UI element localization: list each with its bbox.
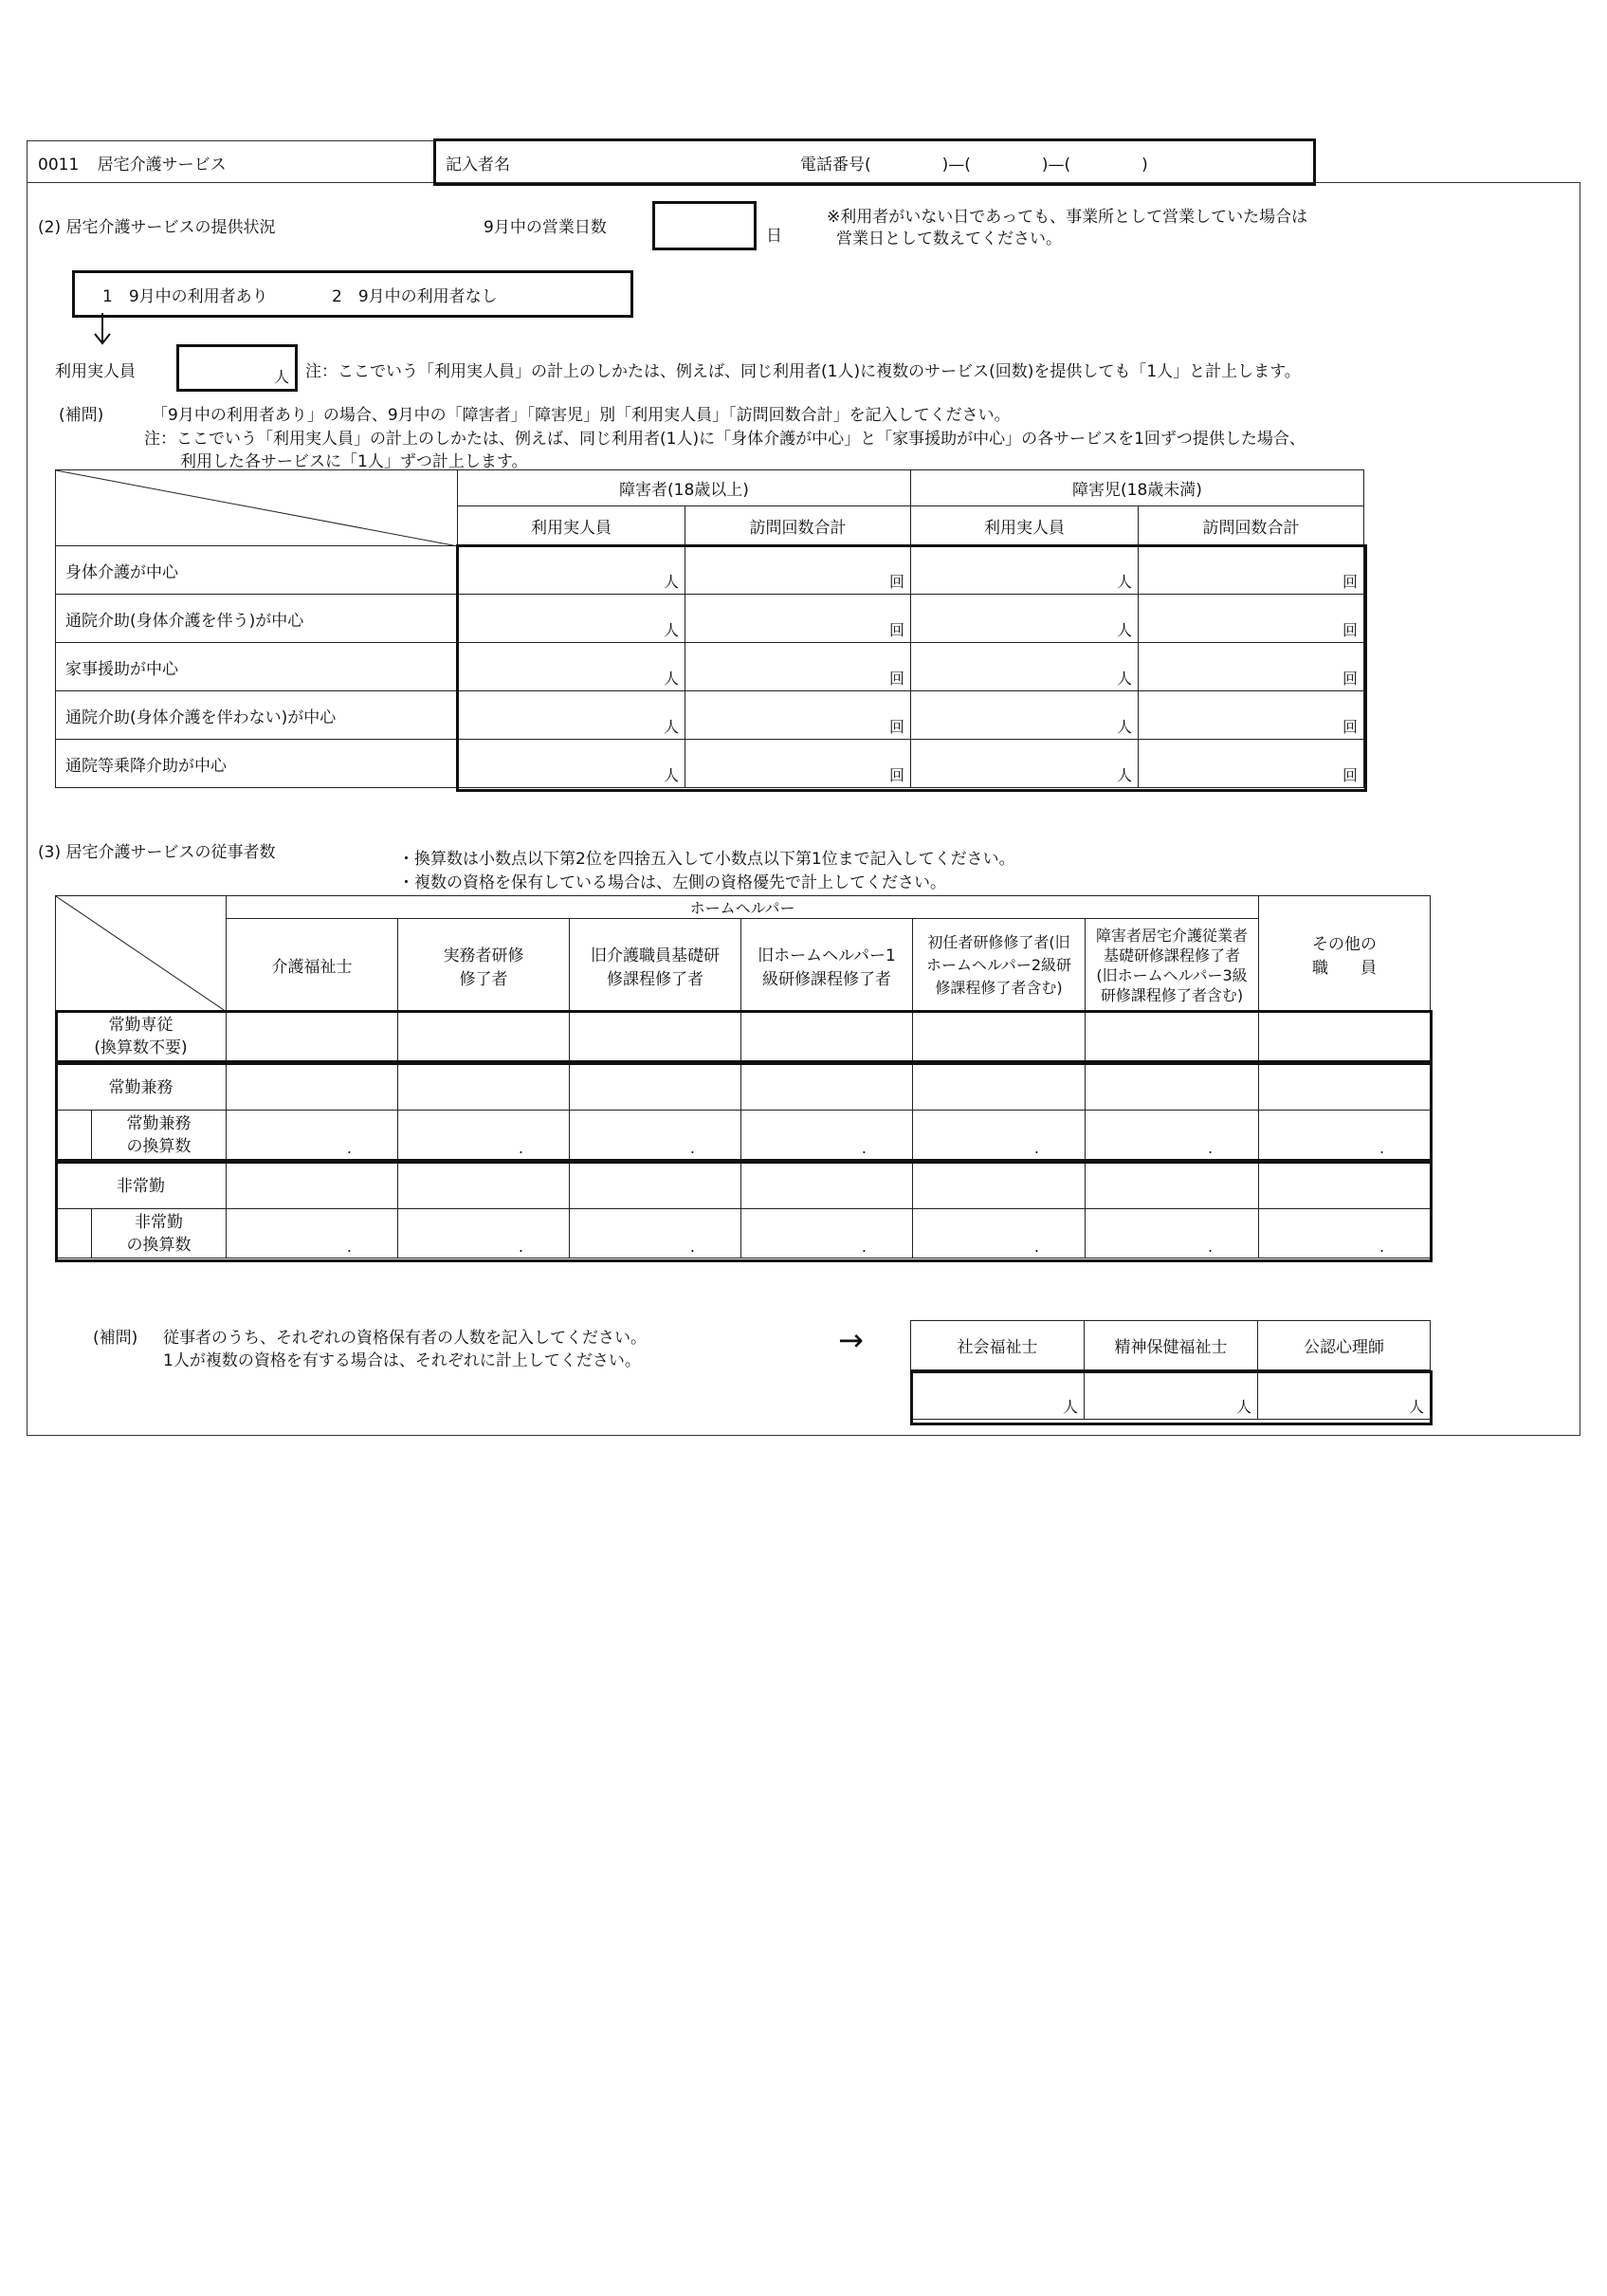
unit-times: 回 xyxy=(888,621,904,639)
col-users-header: 利用実人員 xyxy=(911,506,1139,546)
note-line1: ※利用者がいない日であっても、事業所として営業していた場合は xyxy=(827,208,1308,227)
unit-person: 人 xyxy=(663,766,679,784)
service-name: 居宅介護サービス xyxy=(97,156,227,174)
col-initial-line2: ホームヘルパー2級研 xyxy=(925,955,1072,974)
row-label-line1: 常勤兼務 xyxy=(126,1113,192,1133)
users-label: 利用実人員 xyxy=(55,362,136,381)
staff-frame-dedicated xyxy=(55,1010,1433,1065)
row-label-line1: 非常勤 xyxy=(135,1212,183,1232)
col-disability-line2: 基礎研修課程修了者 xyxy=(1104,946,1241,964)
users-unit: 人 xyxy=(273,368,289,386)
col-care-worker-line1: 介護福祉士 xyxy=(271,958,353,977)
home-helper-header: ホームヘルパー xyxy=(227,896,1259,919)
business-days-input[interactable] xyxy=(652,201,757,250)
unit-times: 回 xyxy=(888,670,904,688)
unit-person: 人 xyxy=(1116,573,1132,591)
col-disability-home-care xyxy=(1086,919,1259,1012)
row-label: 通院介助(身体介護を伴う)が中心 xyxy=(56,595,458,643)
section2-title: (2) 居宅介護サービスの提供状況 xyxy=(38,218,276,237)
unit-person: 人 xyxy=(663,718,679,736)
col-disability-line1: 障害者居宅介護従業者 xyxy=(1096,926,1249,945)
supp-text: 「9月中の利用者あり」の場合、9月中の「障害者」「障害児」別「利用実人員」「訪問回数合計」を記入してください。 xyxy=(152,406,1011,425)
unit-times: 回 xyxy=(888,718,904,736)
decimal-mark: . xyxy=(1033,1139,1039,1157)
col-practical-line2: 修了者 xyxy=(459,969,508,989)
unit-person: 人 xyxy=(663,670,679,688)
col-initial-training xyxy=(913,919,1086,1012)
row-fulltime-concurrent: 常勤兼務 xyxy=(56,1061,227,1111)
phone-field[interactable] xyxy=(800,151,1148,174)
supp3-label: (補問) xyxy=(93,1329,138,1348)
option-users-no[interactable]: 2 9月中の利用者なし xyxy=(332,287,498,306)
bullet-priority: ・複数の資格を保有している場合は、左側の資格優先で計上してください。 xyxy=(398,873,946,892)
unit-times: 回 xyxy=(1342,621,1358,639)
unit-person: 人 xyxy=(663,573,679,591)
row-label-line1: 常勤専従 xyxy=(108,1015,173,1035)
service-label xyxy=(38,151,227,174)
unit-times: 回 xyxy=(1342,573,1358,591)
unit-times: 回 xyxy=(888,766,904,784)
col-mental-health-worker: 精神保健福祉士 xyxy=(1085,1321,1258,1370)
arrow-right-icon: → xyxy=(838,1322,864,1358)
unit-person: 人 xyxy=(1116,766,1132,784)
col-social-worker: 社会福祉士 xyxy=(911,1321,1085,1370)
col-former-basic-line1: 旧介護職員基礎研 xyxy=(591,946,720,965)
table1-input-frame xyxy=(456,544,1367,792)
users-note: 注：ここでいう「利用実人員」の計上のしかたは、例えば、同じ利用者(1人)に複数のサービス(回数)を提供しても「1人」と計上します。 xyxy=(305,362,1301,381)
col-helper1-line2: 級研修課程修了者 xyxy=(762,969,891,989)
writer-label: 記入者名 xyxy=(446,156,510,174)
col-users-header: 利用実人員 xyxy=(458,506,685,546)
decimal-mark: . xyxy=(1207,1238,1214,1256)
decimal-mark: . xyxy=(689,1238,695,1256)
decimal-mark: . xyxy=(346,1238,352,1256)
supp3-line1: 従事者のうち、それぞれの資格保有者の人数を記入してください。 xyxy=(163,1329,647,1348)
unit-times: 回 xyxy=(1342,766,1358,784)
section3-title: (3) 居宅介護サービスの従事者数 xyxy=(38,843,276,862)
row-label: 家事援助が中心 xyxy=(56,643,458,691)
unit-person: 人 xyxy=(1116,621,1132,639)
decimal-mark: . xyxy=(1379,1238,1385,1256)
col-initial-line3: 修課程修了者含む) xyxy=(935,978,1063,997)
col-former-basic xyxy=(570,919,741,1012)
col-other-line1: その他の xyxy=(1312,934,1378,954)
col-other-staff xyxy=(1259,896,1431,1012)
table1-corner-cell xyxy=(56,470,458,546)
qualification-input-frame xyxy=(910,1370,1433,1425)
decimal-mark: . xyxy=(861,1238,867,1256)
supp-label: (補問) xyxy=(59,406,104,425)
col-helper1-line1: 旧ホームヘルパー1 xyxy=(758,946,896,965)
row-label-line2: (換算数不要) xyxy=(94,1038,188,1057)
col-other-line2: 職 員 xyxy=(1312,958,1378,978)
unit-times: 回 xyxy=(1342,718,1358,736)
unit-person: 人 xyxy=(663,621,679,639)
business-days-label: 9月中の営業日数 xyxy=(484,218,607,237)
phone-sep1: )—( xyxy=(941,156,971,174)
decimal-mark: . xyxy=(1033,1238,1039,1256)
decimal-mark: . xyxy=(1379,1139,1385,1157)
col-disability-line3: (旧ホームヘルパー3級 xyxy=(1096,965,1248,984)
decimal-mark: . xyxy=(1207,1139,1214,1157)
unit-person: 人 xyxy=(1235,1398,1251,1416)
supp3-line2: 1人が複数の資格を有する場合は、それぞれに計上してください。 xyxy=(163,1351,641,1370)
decimal-mark: . xyxy=(518,1238,523,1256)
service-code: 0011 xyxy=(38,156,80,174)
users-input[interactable] xyxy=(176,344,298,392)
unit-times: 回 xyxy=(1342,670,1358,688)
row-label-line2: の換算数 xyxy=(126,1136,192,1156)
unit-person: 人 xyxy=(1116,718,1132,736)
row-label: 通院介助(身体介護を伴わない)が中心 xyxy=(56,691,458,740)
col-care-worker xyxy=(227,919,398,1012)
supp-note1: 注：ここでいう「利用実人員」の計上のしかたは、例えば、同じ利用者(1人)に「身体介護が中心」と「家事援助が中心」の各サービスを1回ずつ提供した場合、 xyxy=(144,430,1306,449)
col-psychologist: 公認心理師 xyxy=(1258,1321,1431,1370)
group-children-header: 障害児(18歳未満) xyxy=(911,470,1364,506)
note-line2: 営業日として数えてください。 xyxy=(836,230,1062,248)
arrow-down-icon xyxy=(91,313,114,347)
row-label: 通院等乗降介助が中心 xyxy=(56,740,458,788)
col-initial-line1: 初任者研修修了者(旧 xyxy=(927,932,1070,951)
row-label-line2: の換算数 xyxy=(126,1235,192,1255)
diagonal-line xyxy=(56,470,458,546)
col-visits-header: 訪問回数合計 xyxy=(1139,506,1364,546)
staff-frame-parttime xyxy=(55,1159,1433,1262)
phone-label: 電話番号( xyxy=(800,156,871,174)
col-practical-line1: 実務者研修 xyxy=(443,946,524,965)
decimal-mark: . xyxy=(346,1139,352,1157)
days-unit: 日 xyxy=(766,227,782,246)
col-practical-training xyxy=(398,919,570,1012)
supp-note2: 利用した各サービスに「1人」ずつ計上します。 xyxy=(180,452,528,471)
diagonal-line xyxy=(56,896,227,1012)
col-visits-header: 訪問回数合計 xyxy=(685,506,911,546)
phone-sep2: )—( xyxy=(1041,156,1071,174)
row-label: 身体介護が中心 xyxy=(56,546,458,595)
decimal-mark: . xyxy=(518,1139,523,1157)
bullet-rounding: ・換算数は小数点以下第2位を四捨五入して小数点以下第1位まで記入してください。 xyxy=(398,850,1015,869)
decimal-mark: . xyxy=(861,1139,867,1157)
unit-person: 人 xyxy=(1408,1398,1424,1416)
unit-times: 回 xyxy=(888,573,904,591)
option-users-yes[interactable]: 1 9月中の利用者あり xyxy=(102,287,268,306)
decimal-mark: . xyxy=(689,1139,695,1157)
unit-person: 人 xyxy=(1062,1398,1078,1416)
staff-frame-fulltime xyxy=(55,1060,1433,1164)
row-parttime: 非常勤 xyxy=(56,1160,227,1209)
col-helper-1 xyxy=(741,919,913,1012)
phone-end: ) xyxy=(1141,156,1148,174)
col-former-basic-line2: 修課程修了者 xyxy=(607,969,703,989)
table2-corner-cell xyxy=(56,896,227,1012)
group-adults-header: 障害者(18歳以上) xyxy=(458,470,911,506)
unit-person: 人 xyxy=(1116,670,1132,688)
col-disability-line4: 研修課程修了者含む) xyxy=(1100,985,1244,1004)
